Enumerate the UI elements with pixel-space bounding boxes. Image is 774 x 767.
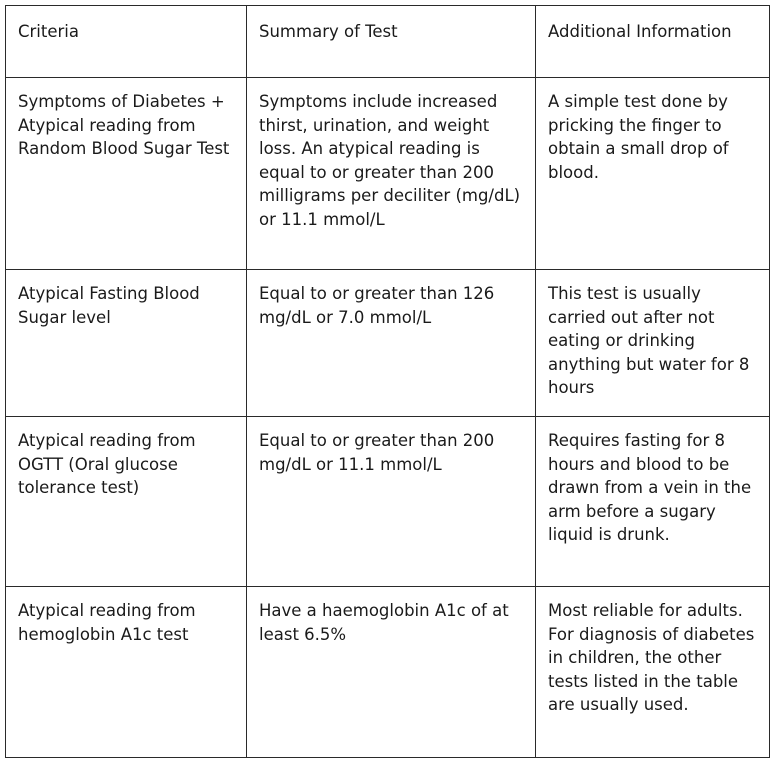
diabetes-criteria-table [5,5,770,758]
additional-info-cell: This test is usually carried out after not eating or drinking anything but water for 8 hours [536,270,770,417]
summary-cell: Have a haemoglobin A1c of at least 6.5% [247,587,536,758]
table-row [6,78,770,270]
header-additional-information: Additional Information [536,6,770,78]
criteria-cell: Atypical reading from hemoglobin A1c test [6,587,247,758]
additional-info-cell: Most reliable for adults. For diagnosis of diabetes in children, the other tests listed in the table are usually used. [536,587,770,758]
table-row [6,417,770,587]
summary-cell: Equal to or greater than 200 mg/dL or 11.1 mmol/L [247,417,536,587]
table-header-row [6,6,770,78]
table-row [6,587,770,758]
summary-cell: Equal to or greater than 126 mg/dL or 7.0 mmol/L [247,270,536,417]
header-summary-of-test: Summary of Test [247,6,536,78]
criteria-cell: Atypical reading from OGTT (Oral glucose tolerance test) [6,417,247,587]
additional-info-cell: Requires fasting for 8 hours and blood to be drawn from a vein in the arm before a sugary liquid is drunk. [536,417,770,587]
criteria-cell: Symptoms of Diabetes + Atypical reading from Random Blood Sugar Test [6,78,247,270]
header-criteria: Criteria [6,6,247,78]
summary-cell: Symptoms include increased thirst, urination, and weight loss. An atypical reading is equal to or greater than 200 milligrams per deciliter (mg/dL) or 11.1 mmol/L [247,78,536,270]
additional-info-cell: A simple test done by pricking the finger to obtain a small drop of blood. [536,78,770,270]
table-row [6,270,770,417]
criteria-cell: Atypical Fasting Blood Sugar level [6,270,247,417]
